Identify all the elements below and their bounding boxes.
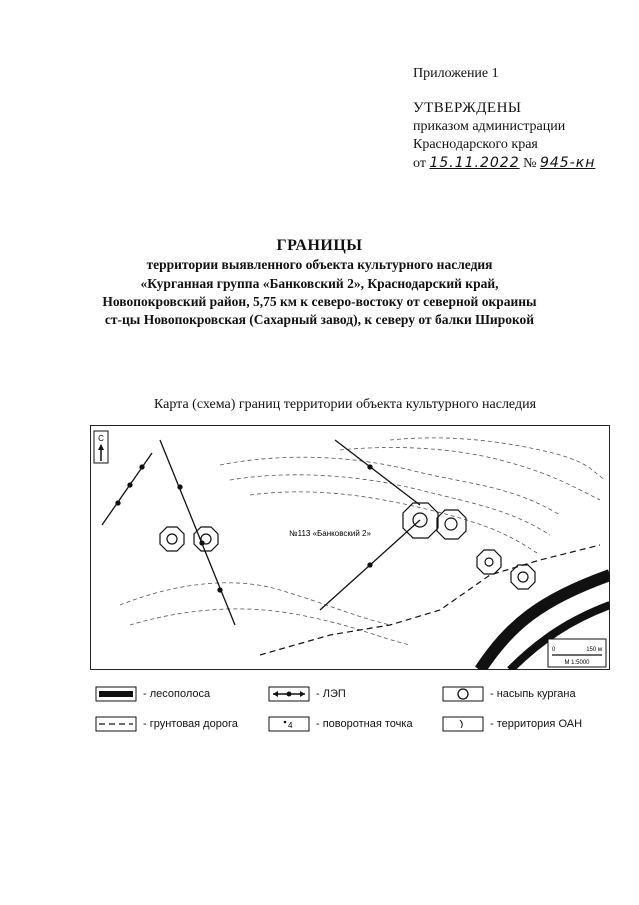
- title-line-2: «Курганная группа «Банковский 2», Краснодарский край,: [140, 276, 499, 291]
- legend-oan-territory-symbol: [442, 716, 484, 732]
- turn-point-number: 4: [288, 721, 293, 730]
- scale-value: 150 м: [586, 647, 602, 653]
- boundary-map: [90, 425, 610, 670]
- scale-ratio: М 1:5000: [564, 660, 590, 666]
- legend-power-line-symbol: [268, 686, 310, 702]
- scale-zero: 0: [552, 647, 556, 653]
- number-prefix: №: [523, 156, 537, 171]
- order-date-number: [413, 155, 595, 172]
- order-date: 15.11.2022: [429, 155, 520, 171]
- legend-oan-territory-label: - территория ОАН: [490, 718, 583, 730]
- legend-turn-point-symbol: [268, 716, 310, 732]
- legend-mound-symbol: [442, 686, 484, 702]
- document-title: ГРАНИЦЫ: [276, 237, 363, 254]
- legend-forest-belt-symbol: [95, 686, 137, 702]
- legend-mound-label: - насыпь кургана: [490, 688, 576, 700]
- approved-by-line1: приказом администрации: [413, 119, 566, 134]
- title-line-4: ст-цы Новопокровская (Сахарный завод), к северу от балки Широкой: [104, 312, 535, 327]
- map-caption: Карта (схема) границ территории объекта культурного наследия: [153, 397, 537, 412]
- object-label: №113 «Банковский 2»: [289, 529, 371, 538]
- legend-dirt-road-symbol: [95, 716, 137, 732]
- approved-label: УТВЕРЖДЕНЫ: [413, 100, 522, 116]
- north-arrow: [94, 431, 108, 463]
- title-line-3: Новопокровский район, 5,75 км к северо-востоку от северной окраины: [102, 294, 537, 309]
- north-label: С: [98, 434, 104, 443]
- from-prefix: от: [413, 156, 426, 171]
- order-number: 945-кн: [539, 155, 596, 171]
- legend-turn-point-label: - поворотная точка: [316, 718, 413, 730]
- legend-power-line-label: - ЛЭП: [316, 688, 346, 700]
- legend-forest-belt-label: - лесополоса: [143, 688, 211, 700]
- approved-by-line2: Краснодарского края: [413, 137, 538, 152]
- legend-dirt-road-label: - грунтовая дорога: [143, 718, 238, 730]
- appendix-label: Приложение 1: [413, 66, 499, 81]
- title-line-1: территории выявленного объекта культурного наследия: [146, 257, 493, 272]
- scale-bar: [548, 639, 606, 667]
